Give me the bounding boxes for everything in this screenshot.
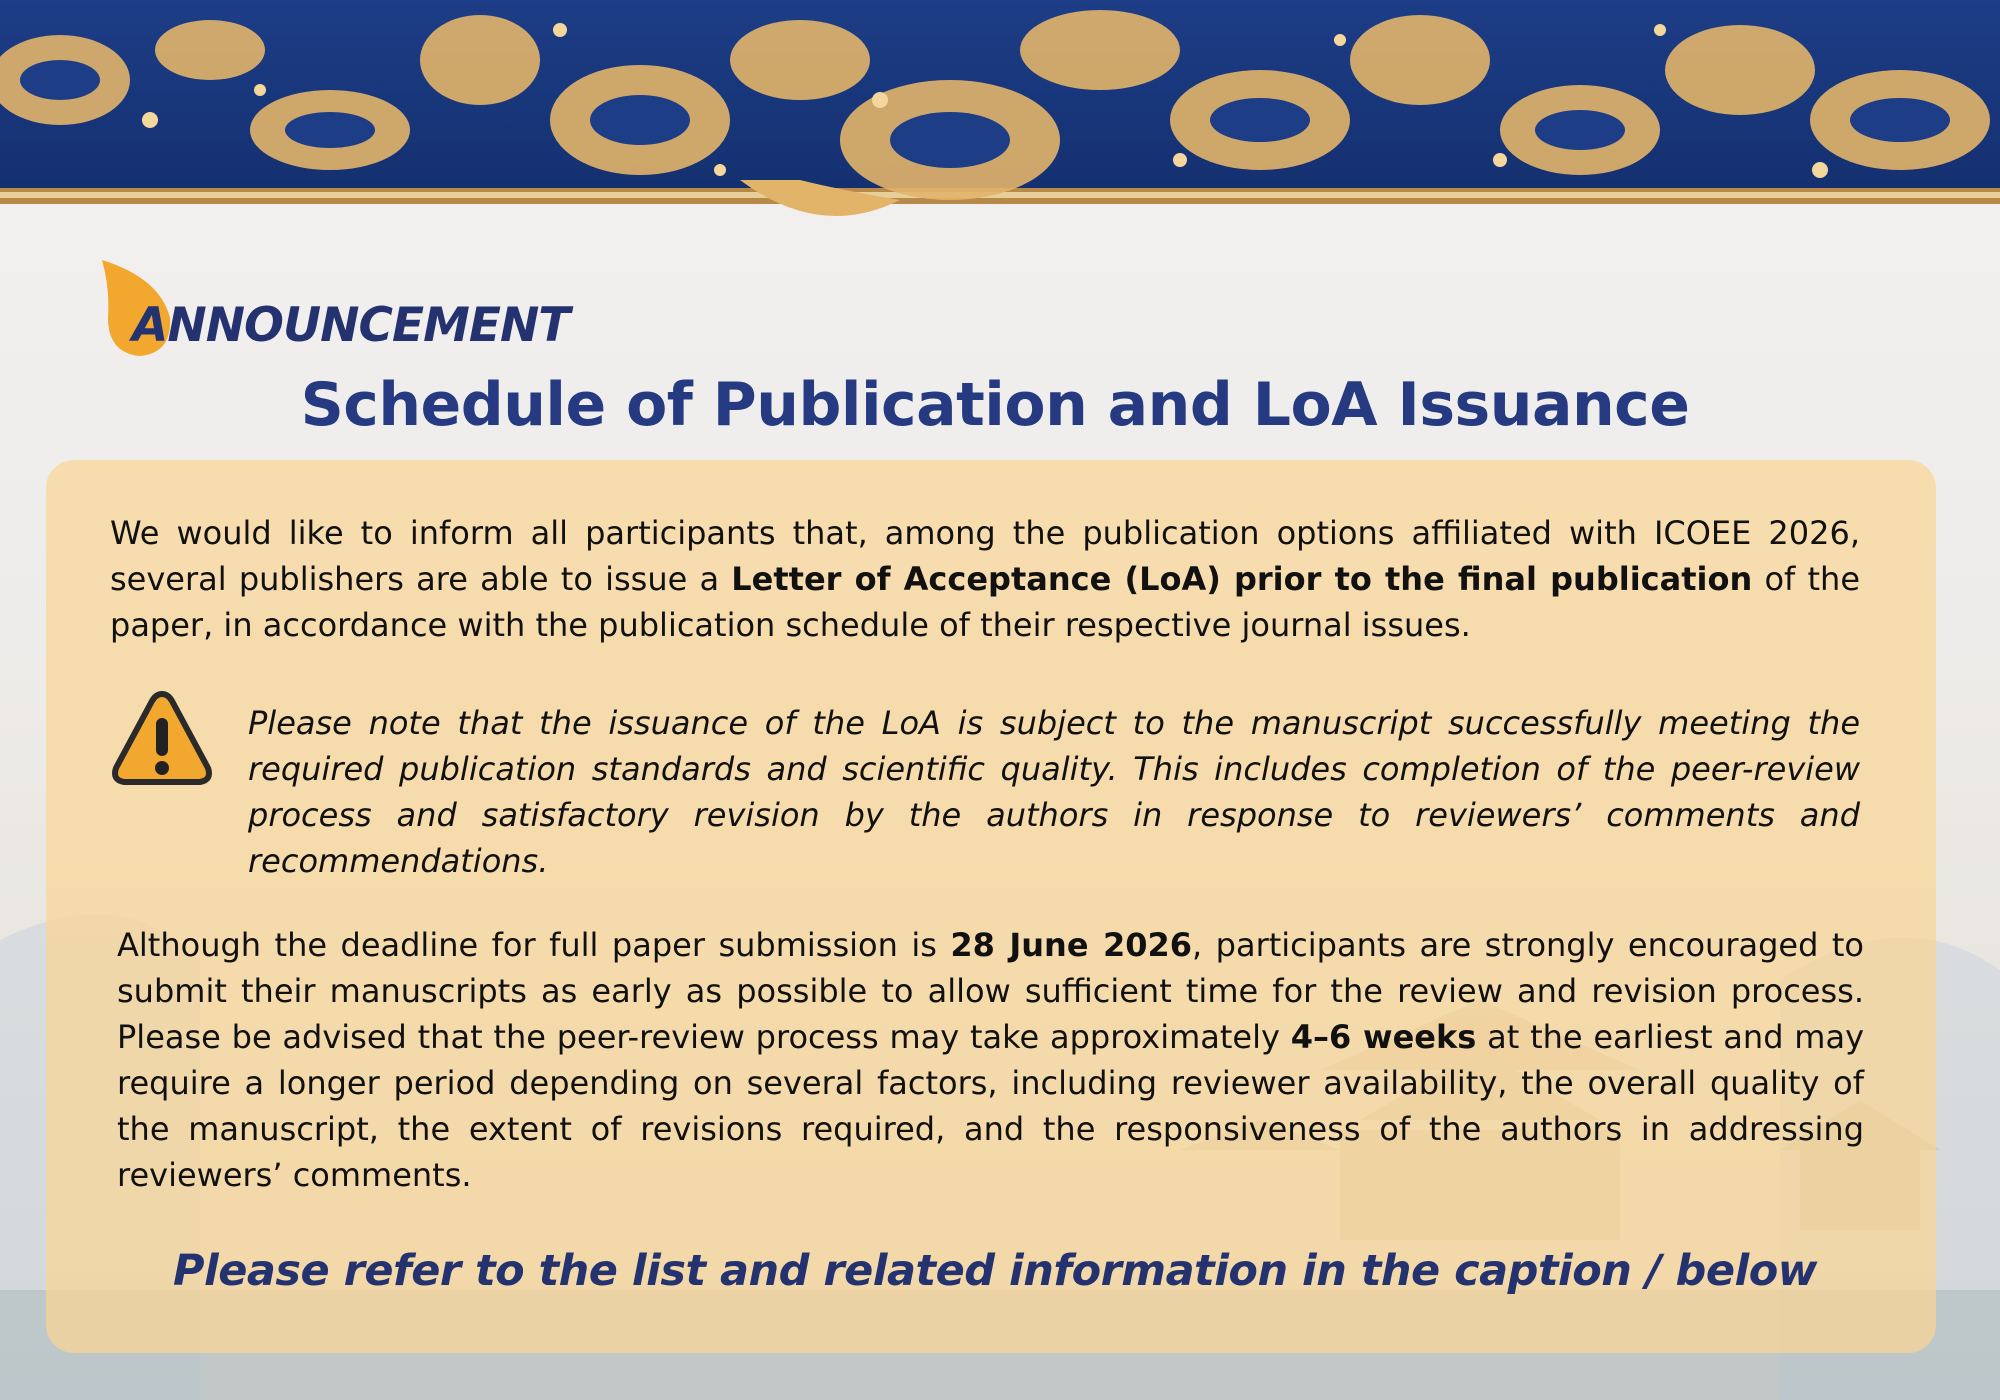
loa-highlight: Letter of Acceptance (LoA) prior to the final publication xyxy=(731,560,1753,598)
page-title: Schedule of Publication and LoA Issuance xyxy=(300,370,1690,440)
warning-icon xyxy=(110,688,214,788)
call-to-action: Please refer to the list and related information in the caption / below xyxy=(172,1246,1818,1296)
intro-paragraph: We would like to inform all participants that, among the publication options affiliated with ICOEE 2026, several publishers are able to issue a Letter of Acceptance (LoA) prior to the final publication of the paper, in accordance with the publication schedule of their respective journal issues. xyxy=(110,514,1861,644)
deadline-paragraph: Although the deadline for full paper submission is 28 June 2026, participants are strongly encouraged to submit their manuscripts as early as possible to allow sufficient time for the review and revision process. Please be advised that the peer-review process may take approximately 4–6 weeks at the earliest and may require a longer period depending on several factors, including reviewer availability, the overall quality of the manuscript, the extent of revisions required, and the responsiveness of the authors in addressing reviewers’ comments. xyxy=(117,926,1865,1194)
deadline-date: 28 June 2026 xyxy=(950,926,1193,964)
announcement-label: ANNOUNCEMENT xyxy=(132,298,570,353)
note-paragraph: Please note that the issuance of the LoA is subject to the manuscript successfully meeting the required publication standards and scientific quality. This includes completion of the peer-review process and satisfactory revision by the authors in response to reviewers’ comments and recommendations. xyxy=(248,704,1860,880)
batik-banner xyxy=(0,0,2000,240)
review-duration: 4–6 weeks xyxy=(1290,1018,1477,1056)
